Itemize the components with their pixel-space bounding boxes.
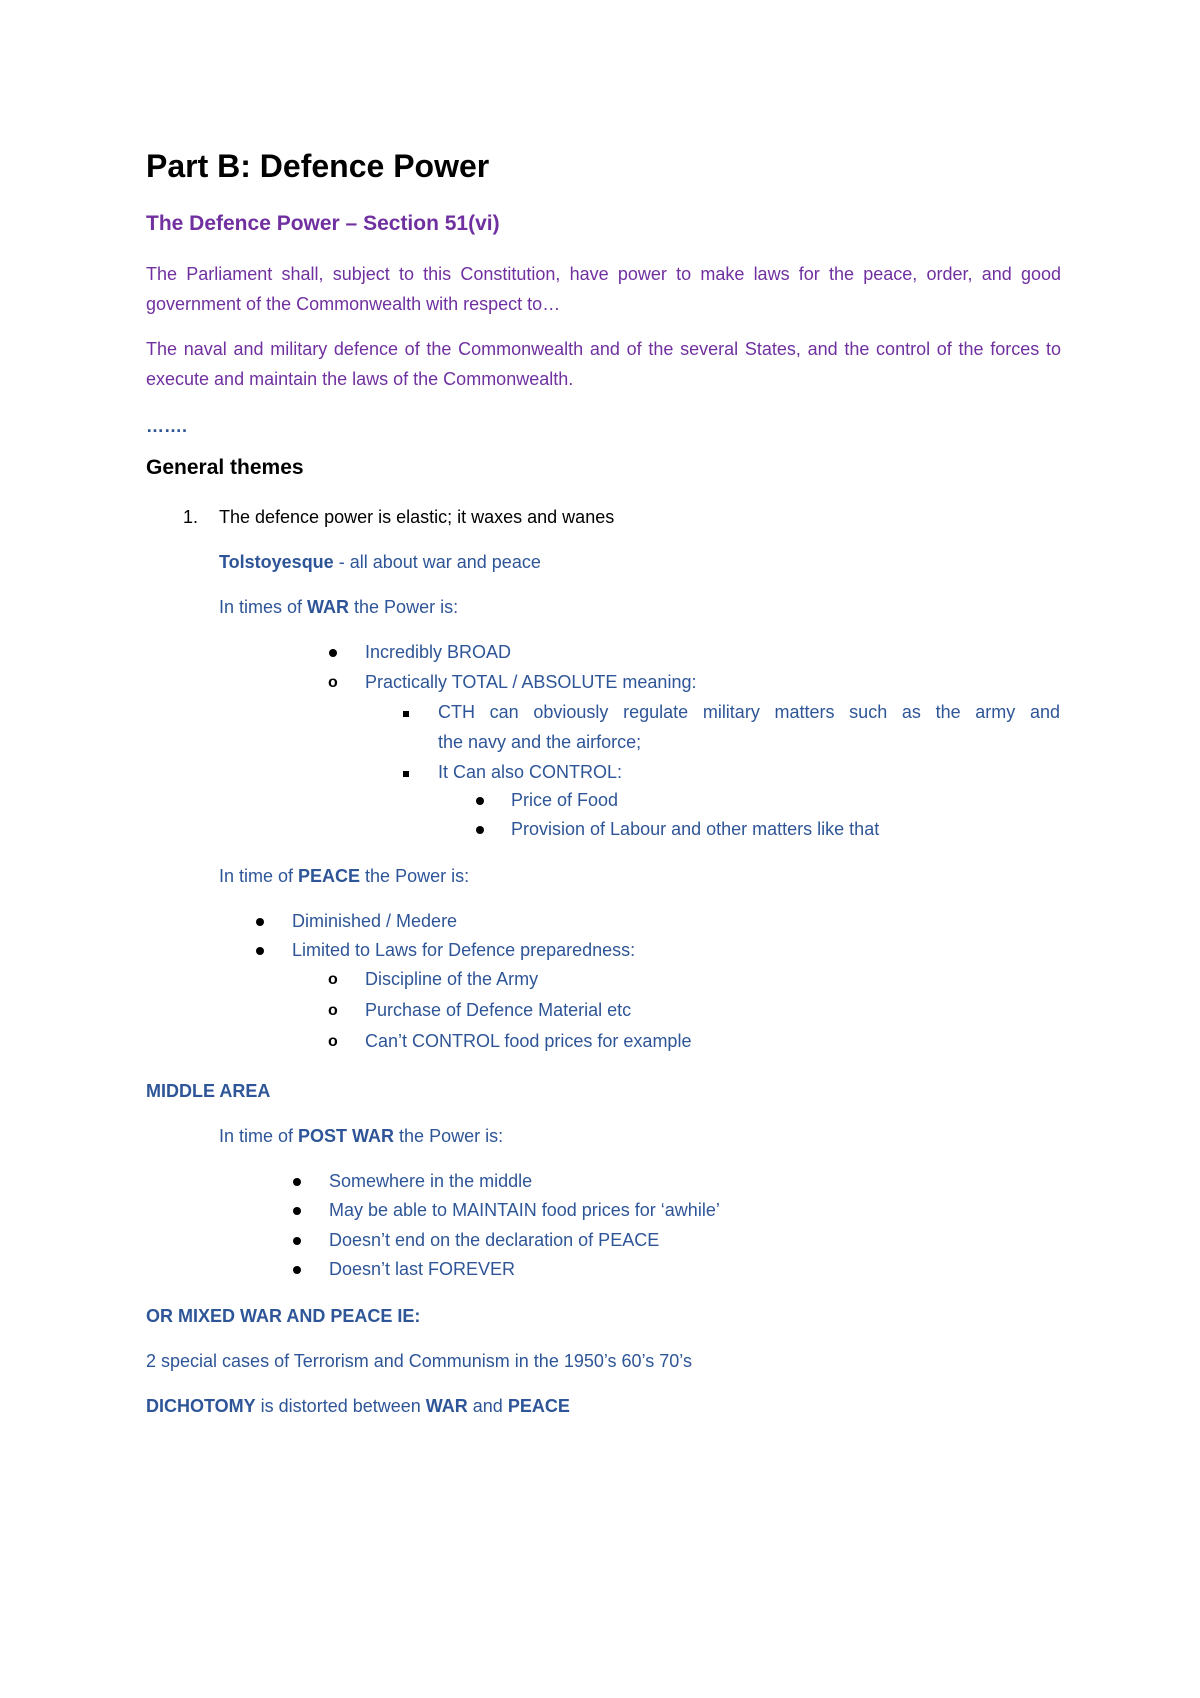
peace-limited: Limited to Laws for Defence preparedness: — [292, 940, 636, 960]
bullet-dot — [329, 649, 337, 657]
bullet-dot — [293, 1237, 301, 1245]
bullet-dot — [293, 1178, 301, 1186]
war-food: Price of Food — [511, 790, 619, 810]
bullet-dot — [256, 918, 264, 926]
peace-pre: In time of — [219, 866, 299, 886]
dichotomy-text2: and — [467, 1396, 508, 1416]
tolstoy-bold: Tolstoyesque — [219, 552, 334, 572]
theme-text: The defence power is elastic; it waxes and wanes — [219, 507, 615, 527]
naval-paragraph: The naval and military defence of the Commonwealth and of the several States, and the control of the forces to execute and maintain the laws of the Commonwealth. — [146, 339, 1061, 389]
dichotomy-peace: PEACE — [507, 1396, 570, 1416]
bullet-dot — [476, 826, 484, 834]
war-cth-line2: the navy and the airforce; — [438, 732, 642, 752]
page-title: Part B: Defence Power — [146, 148, 490, 184]
bullet-dot — [293, 1266, 301, 1274]
war-line — [219, 597, 458, 618]
bullet-circle: o — [328, 1033, 338, 1050]
war-broad: Incredibly BROAD — [365, 642, 512, 662]
bullet-circle: o — [328, 674, 338, 691]
intro-paragraph: The Parliament shall, subject to this Constitution, have power to make laws for the peace, order, and good government of the Commonwealth with respect to… — [146, 264, 1061, 314]
bullet-dot — [476, 797, 484, 805]
general-themes-heading: General themes — [146, 456, 304, 479]
section-subtitle: The Defence Power – Section 51(vi) — [146, 212, 500, 235]
bullet-square — [403, 711, 409, 717]
postwar-maintain: May be able to MAINTAIN food prices for ‘awhile’ — [329, 1200, 720, 1220]
war-cth-line1: CTH can obviously regulate military matters such as the army and — [438, 702, 1060, 722]
peace-bold: PEACE — [298, 866, 361, 886]
mixed-heading: OR MIXED WAR AND PEACE IE: — [146, 1306, 421, 1326]
bullet-circle: o — [328, 1002, 338, 1019]
war-control: It Can also CONTROL: — [438, 762, 623, 782]
war-bold: WAR — [307, 597, 350, 617]
peace-discipline: Discipline of the Army — [365, 969, 539, 989]
bullet-dot — [293, 1207, 301, 1215]
bullet-circle: o — [328, 971, 338, 988]
war-total: Practically TOTAL / ABSOLUTE meaning: — [365, 672, 697, 692]
dichotomy-line — [146, 1396, 570, 1417]
postwar-post: the Power is: — [394, 1126, 504, 1146]
postwar-somewhere: Somewhere in the middle — [329, 1171, 533, 1191]
tolstoy-rest: - all about war and peace — [333, 552, 541, 572]
war-labour: Provision of Labour and other matters like that — [511, 819, 880, 839]
theme-number: 1. — [183, 507, 199, 527]
peace-post: the Power is: — [360, 866, 470, 886]
war-post: the Power is: — [349, 597, 459, 617]
peace-cant: Can’t CONTROL food prices for example — [365, 1031, 692, 1051]
dichotomy-text1: is distorted between — [255, 1396, 426, 1416]
dichotomy-war: WAR — [425, 1396, 468, 1416]
ellipsis-separator: ……. — [146, 416, 188, 436]
postwar-pre: In time of — [219, 1126, 299, 1146]
tolstoy-line — [219, 552, 541, 573]
middle-area-heading: MIDDLE AREA — [146, 1081, 271, 1101]
peace-diminished: Diminished / Medere — [292, 911, 458, 931]
war-pre: In times of — [219, 597, 308, 617]
special-cases-line: 2 special cases of Terrorism and Communism in the 1950’s 60’s 70’s — [146, 1351, 692, 1371]
postwar-doesnt-last: Doesn’t last FOREVER — [329, 1259, 516, 1279]
bullet-square — [403, 771, 409, 777]
bullet-dot — [256, 947, 264, 955]
postwar-bold: POST WAR — [298, 1126, 395, 1146]
postwar-line — [219, 1126, 503, 1147]
peace-line — [219, 866, 469, 887]
postwar-doesnt-end: Doesn’t end on the declaration of PEACE — [329, 1230, 660, 1250]
dichotomy-bold: DICHOTOMY — [146, 1396, 256, 1416]
peace-purchase: Purchase of Defence Material etc — [365, 1000, 632, 1020]
